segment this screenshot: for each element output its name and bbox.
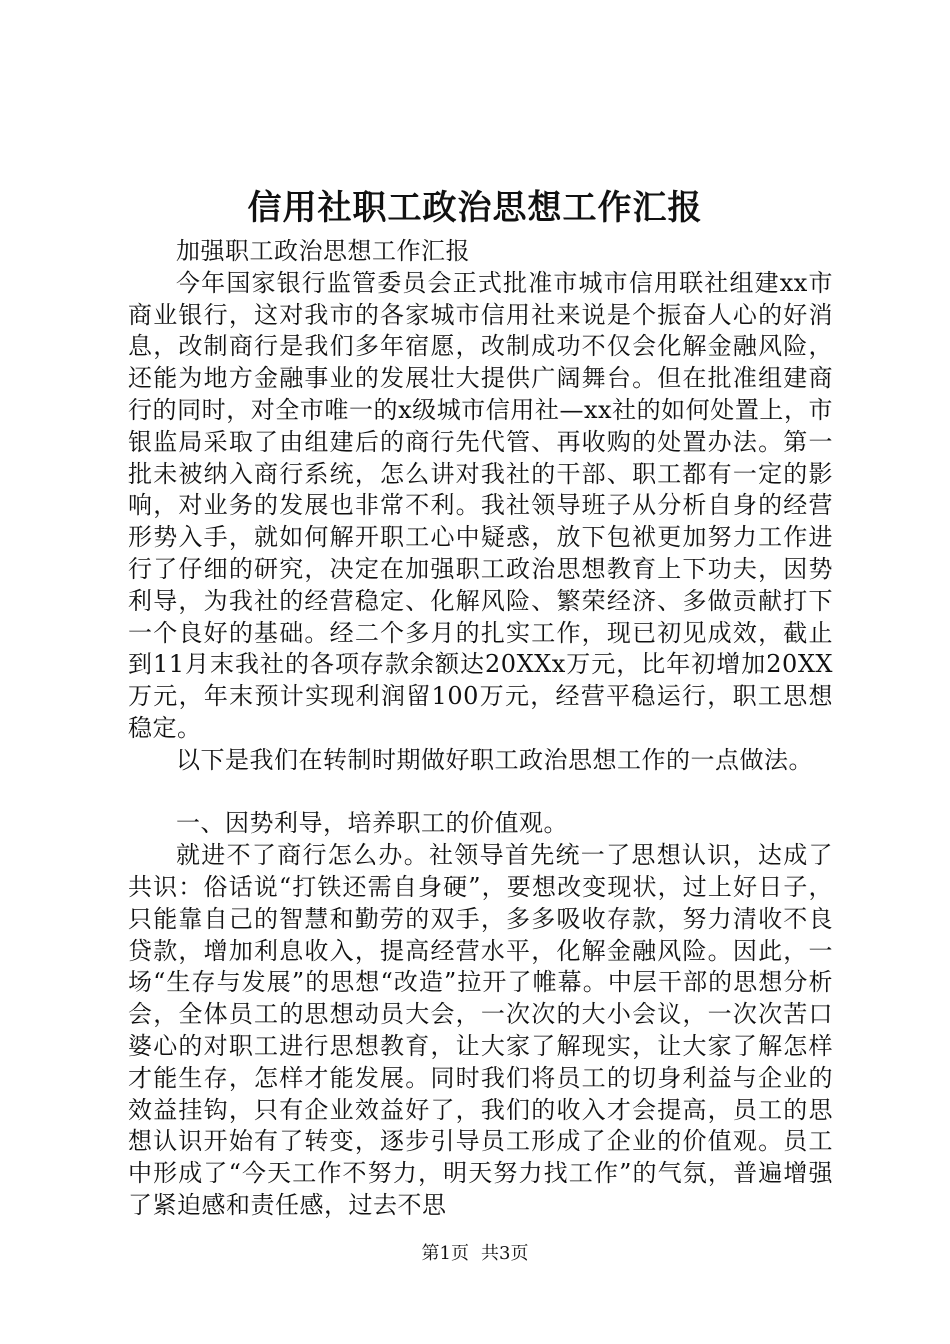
page-total: 共3页 <box>481 1243 529 1264</box>
document-body <box>128 236 833 1222</box>
document-title: 信用社职工政治思想工作汇报 <box>247 188 703 228</box>
section-paragraph: 就进不了商行怎么办。社领导首先统一了思想认识，达成了共识：俗话说“打铁还需自身硬”，要想改变现状，过上好日子，只能靠自己的智慧和勤劳的双手，多多吸收存款，努力清收不良贷款，增加利息收入，提高经营水平，化解金融风险。因此，一场“生存与发展”的思想“改造”拉开了帷幕。中层干部的思想分析会，全体员工的思想动员大会，一次次的大小会议，一次次苦口婆心的对职工进行思想教育，让大家了解现实，让大家了解怎样才能生存，怎样才能发展。同时我们将员工的切身利益与企业的效益挂钩，只有企业效益好了，我们的收入才会提高，员工的思想认识开始有了转变，逐步引导员工形成了企业的价值观。员工中形成了“今天工作不努力，明天努力找工作”的气氛，普遍增强了紧迫感和责任感，过去不思 <box>128 841 833 1219</box>
page-number: 第1页 <box>421 1243 469 1264</box>
section-heading: 一、因势利导，培养职工的价值观。 <box>176 809 568 838</box>
summary-paragraph: 以下是我们在转制时期做好职工政治思想工作的一点做法。 <box>176 745 813 774</box>
intro-paragraph: 今年国家银行监管委员会正式批准市城市信用联社组建xx市商业银行，这对我市的各家城市信用社来说是个振奋人心的好消息，改制商行是我们多年宿愿，改制成功不仅会化解金融风险，还能为地方金融事业的发展壮大提供广阔舞台。但在批准组建商行的同时，对全市唯一的x级城市信用社—xx社的如何处置上，市银监局采取了由组建后的商行先代管、再收购的处置办法。第一批未被纳入商行系统，怎么讲对我社的干部、职工都有一定的影响，对业务的发展也非常不利。我社领导班子从分析自身的经营形势入手，就如何解开职工心中疑惑，放下包袱更加努力工作进行了仔细的研究，决定在加强职工政治思想教育上下功夫，因势利导，为我社的经营稳定、化解风险、繁荣经济、多做贡献打下一个良好的基础。经二个多月的扎实工作，现已初见成效，截止到11月末我社的各项存款余额达20XXx万元，比年初增加20XX万元，年末预计实现利润留100万元，经营平稳运行，职工思想稳定。 <box>128 268 833 742</box>
subtitle-paragraph: 加强职工政治思想工作汇报 <box>176 237 470 265</box>
page-footer <box>0 1240 950 1268</box>
